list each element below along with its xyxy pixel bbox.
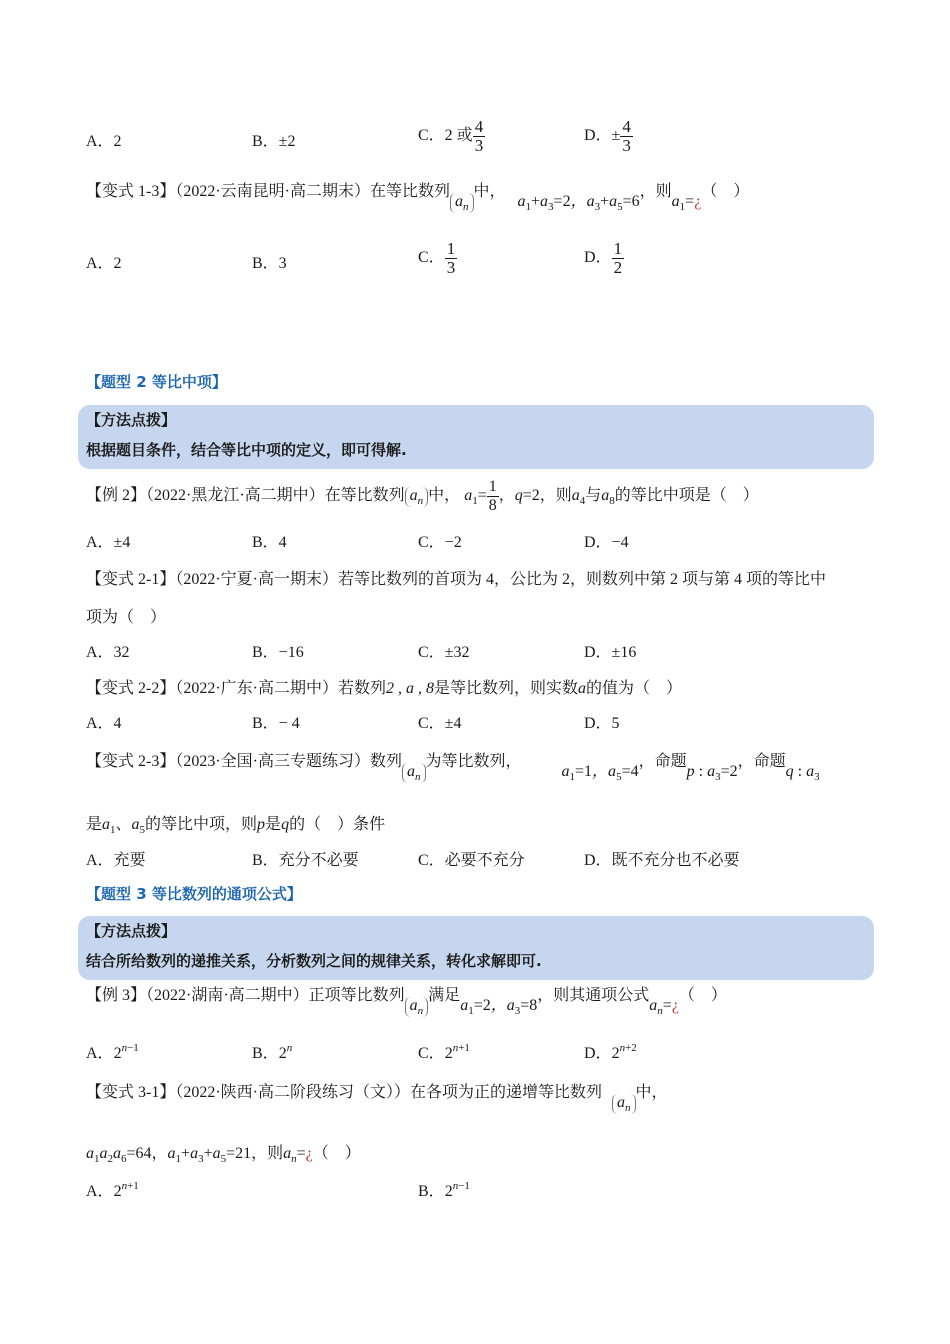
option-d — [584, 240, 624, 277]
question-tail: ，则 — [251, 1145, 284, 1162]
question-proposition-q: ，命题 — [737, 753, 786, 770]
math-variable: a — [578, 680, 587, 697]
option-b: B．4 — [252, 534, 287, 551]
math-q: q — [281, 816, 290, 833]
option-c-prefix: C． — [418, 249, 445, 267]
option-d: D．5 — [584, 715, 620, 732]
option-b: B．±2 — [252, 133, 296, 150]
question-tail: ，则 — [639, 183, 672, 200]
option-c — [418, 118, 485, 155]
option-c: C．必要不充分 — [418, 852, 525, 869]
math-a4: $a_4$ — [571, 487, 586, 508]
option-a: A．$2^{n+1}$ — [86, 1180, 139, 1200]
sequence-notation: $a_n$ — [405, 997, 429, 1017]
answer-paren: （ ） — [701, 183, 750, 200]
option-b: B．$2^{n-1}$ — [418, 1180, 470, 1200]
option-d — [584, 118, 633, 155]
math-condition: $a_1+a_3=2$，$a_3+a_5=6$ — [517, 193, 640, 213]
option-a: A．4 — [86, 715, 122, 732]
question-tail: ，则其通项公式 — [537, 987, 650, 1004]
math-p: p : $a_3=2$ — [686, 763, 738, 783]
question-end: 的值为（ ） — [586, 680, 683, 697]
math-a1: $a_1$ — [102, 816, 116, 836]
option-c: C．$2^{n+1}$ — [418, 1042, 470, 1062]
option-d: D．−4 — [584, 534, 629, 551]
sequence-notation: $a_n$ — [405, 487, 429, 507]
option-c: C．±4 — [418, 715, 462, 732]
method-title: 【方法点拨】 — [86, 922, 177, 940]
sequence-notation: $a_n$ — [612, 1094, 636, 1114]
question-middle: 中， — [473, 183, 506, 200]
math-condition: $a_1=2$，$a_3=8$ — [460, 997, 538, 1017]
question-and: 与 — [585, 487, 602, 505]
question-variant-3-1-line2 — [86, 1140, 361, 1165]
question-variant-3-1-line1 — [86, 1079, 668, 1114]
option-d: D．$2^{n+2}$ — [584, 1042, 637, 1062]
question-variant-2-3-line1 — [86, 748, 820, 783]
option-a: A．±4 — [86, 534, 131, 551]
option-c — [418, 240, 457, 277]
option-d-prefix: D．± — [584, 127, 621, 145]
option-b: B．− 4 — [252, 715, 300, 732]
answer-paren: （ ） — [678, 987, 727, 1004]
math-condition: $a_1=$ $\frac{1}{8}$ ，q=2 — [464, 478, 540, 514]
method-text: 根据题目条件，结合等比中项的定义，即可得解. — [86, 441, 407, 459]
fraction: $\frac{4}{3}$ — [622, 117, 631, 155]
fraction: $\frac{1}{2}$ — [613, 239, 623, 277]
sequence-notation: $a_n$ — [450, 193, 474, 213]
question-middle: 中， — [428, 487, 461, 505]
answer-paren: （ ） — [312, 1145, 361, 1162]
option-a: A．$2^{n-1}$ — [86, 1042, 139, 1062]
math-q: q : $a_3$ — [785, 763, 820, 783]
text: 是 — [86, 816, 103, 833]
sequence-notation: $a_n$ — [402, 763, 426, 783]
math-target: $a_n=¿$ — [649, 997, 679, 1017]
fraction: $\frac{1}{3}$ — [446, 239, 456, 277]
math-target: $a_n=¿$ — [283, 1145, 313, 1165]
question-variant-2-1-line2: 项为（ ） — [86, 609, 167, 626]
math-a8: $a_8$ — [601, 487, 615, 508]
question-variant-2-3-line2 — [86, 811, 385, 836]
question-tail: ，则 — [539, 487, 572, 505]
option-a: A．32 — [86, 644, 130, 661]
question-prefix: 【变式 2-3】（2023·全国·高三专题练习）数列 — [86, 753, 402, 770]
text: 、 — [115, 816, 132, 833]
question-middle: 为等比数列， — [425, 753, 522, 770]
option-d-prefix: D． — [584, 249, 612, 267]
method-text: 结合所给数列的递推关系，分析数列之间的规律关系，转化求解即可. — [86, 952, 542, 970]
option-a: A．2 — [86, 133, 122, 150]
option-d: D．既不充分也不必要 — [584, 852, 740, 869]
text: 的（ ）条件 — [289, 816, 386, 833]
fraction: $\frac{4}{3}$ — [474, 117, 484, 155]
question-prefix: 【变式 1-3】（2022·云南昆明·高二期末）在等比数列 — [86, 183, 450, 200]
section-heading: 【题型 2 等比中项】 — [86, 373, 227, 391]
option-a: A．充要 — [86, 852, 146, 869]
math-a5: $a_5$ — [131, 816, 146, 836]
option-c: C．±32 — [418, 644, 470, 661]
option-b: B．充分不必要 — [252, 852, 359, 869]
question-example-2 — [86, 478, 759, 515]
question-middle: 满足 — [428, 987, 461, 1004]
math-sequence: 2 , a , 8 — [386, 680, 434, 697]
option-a: A．2 — [86, 255, 122, 272]
question-middle: 中， — [635, 1084, 668, 1101]
question-variant-2-2 — [86, 675, 682, 698]
option-c: C．−2 — [418, 534, 462, 551]
math-condition: $a_1=1$，$a_5=4$ — [561, 763, 639, 783]
option-b: B．2$^n$ — [252, 1042, 293, 1062]
question-prefix: 【例 3】（2022·湖南·高二期中）正项等比数列 — [86, 987, 405, 1004]
method-title: 【方法点拨】 — [86, 411, 177, 429]
question-prefix: 【变式 2-2】（2022·广东·高二期中）若数列 — [86, 680, 386, 697]
option-b: B．3 — [252, 255, 287, 272]
question-prefix: 【变式 3-1】（2022·陕西·高二阶段练习（文））在各项为正的递增等比数列 — [86, 1084, 602, 1101]
question-middle: 是等比数列，则实数 — [434, 680, 579, 697]
option-c-prefix: C．2 或 — [418, 127, 473, 145]
option-d: D．±16 — [584, 644, 637, 661]
math-p: p — [257, 816, 266, 833]
math-condition: $a_1a_2a_6=64$，$a_1+a_3+a_5=21$ — [86, 1145, 252, 1165]
text: 是 — [265, 816, 282, 833]
text: 的等比中项，则 — [145, 816, 258, 833]
question-proposition-p: ，命题 — [638, 753, 687, 770]
question-prefix: 【例 2】（2022·黑龙江·高二期中）在等比数列 — [86, 487, 405, 505]
question-example-3 — [86, 982, 727, 1017]
question-variant-1-3 — [86, 178, 750, 213]
question-end: 的等比中项是（ ） — [614, 487, 759, 505]
question-variant-2-1-line1: 【变式 2-1】（2022·宁夏·高一期末）若等比数列的首项为 4，公比为 2，则数列中第 2 项与第 4 项的等比中 — [86, 571, 826, 588]
math-target: $a_1=¿$ — [671, 193, 702, 213]
option-b: B．−16 — [252, 644, 304, 661]
section-heading: 【题型 3 等比数列的通项公式】 — [86, 885, 302, 903]
